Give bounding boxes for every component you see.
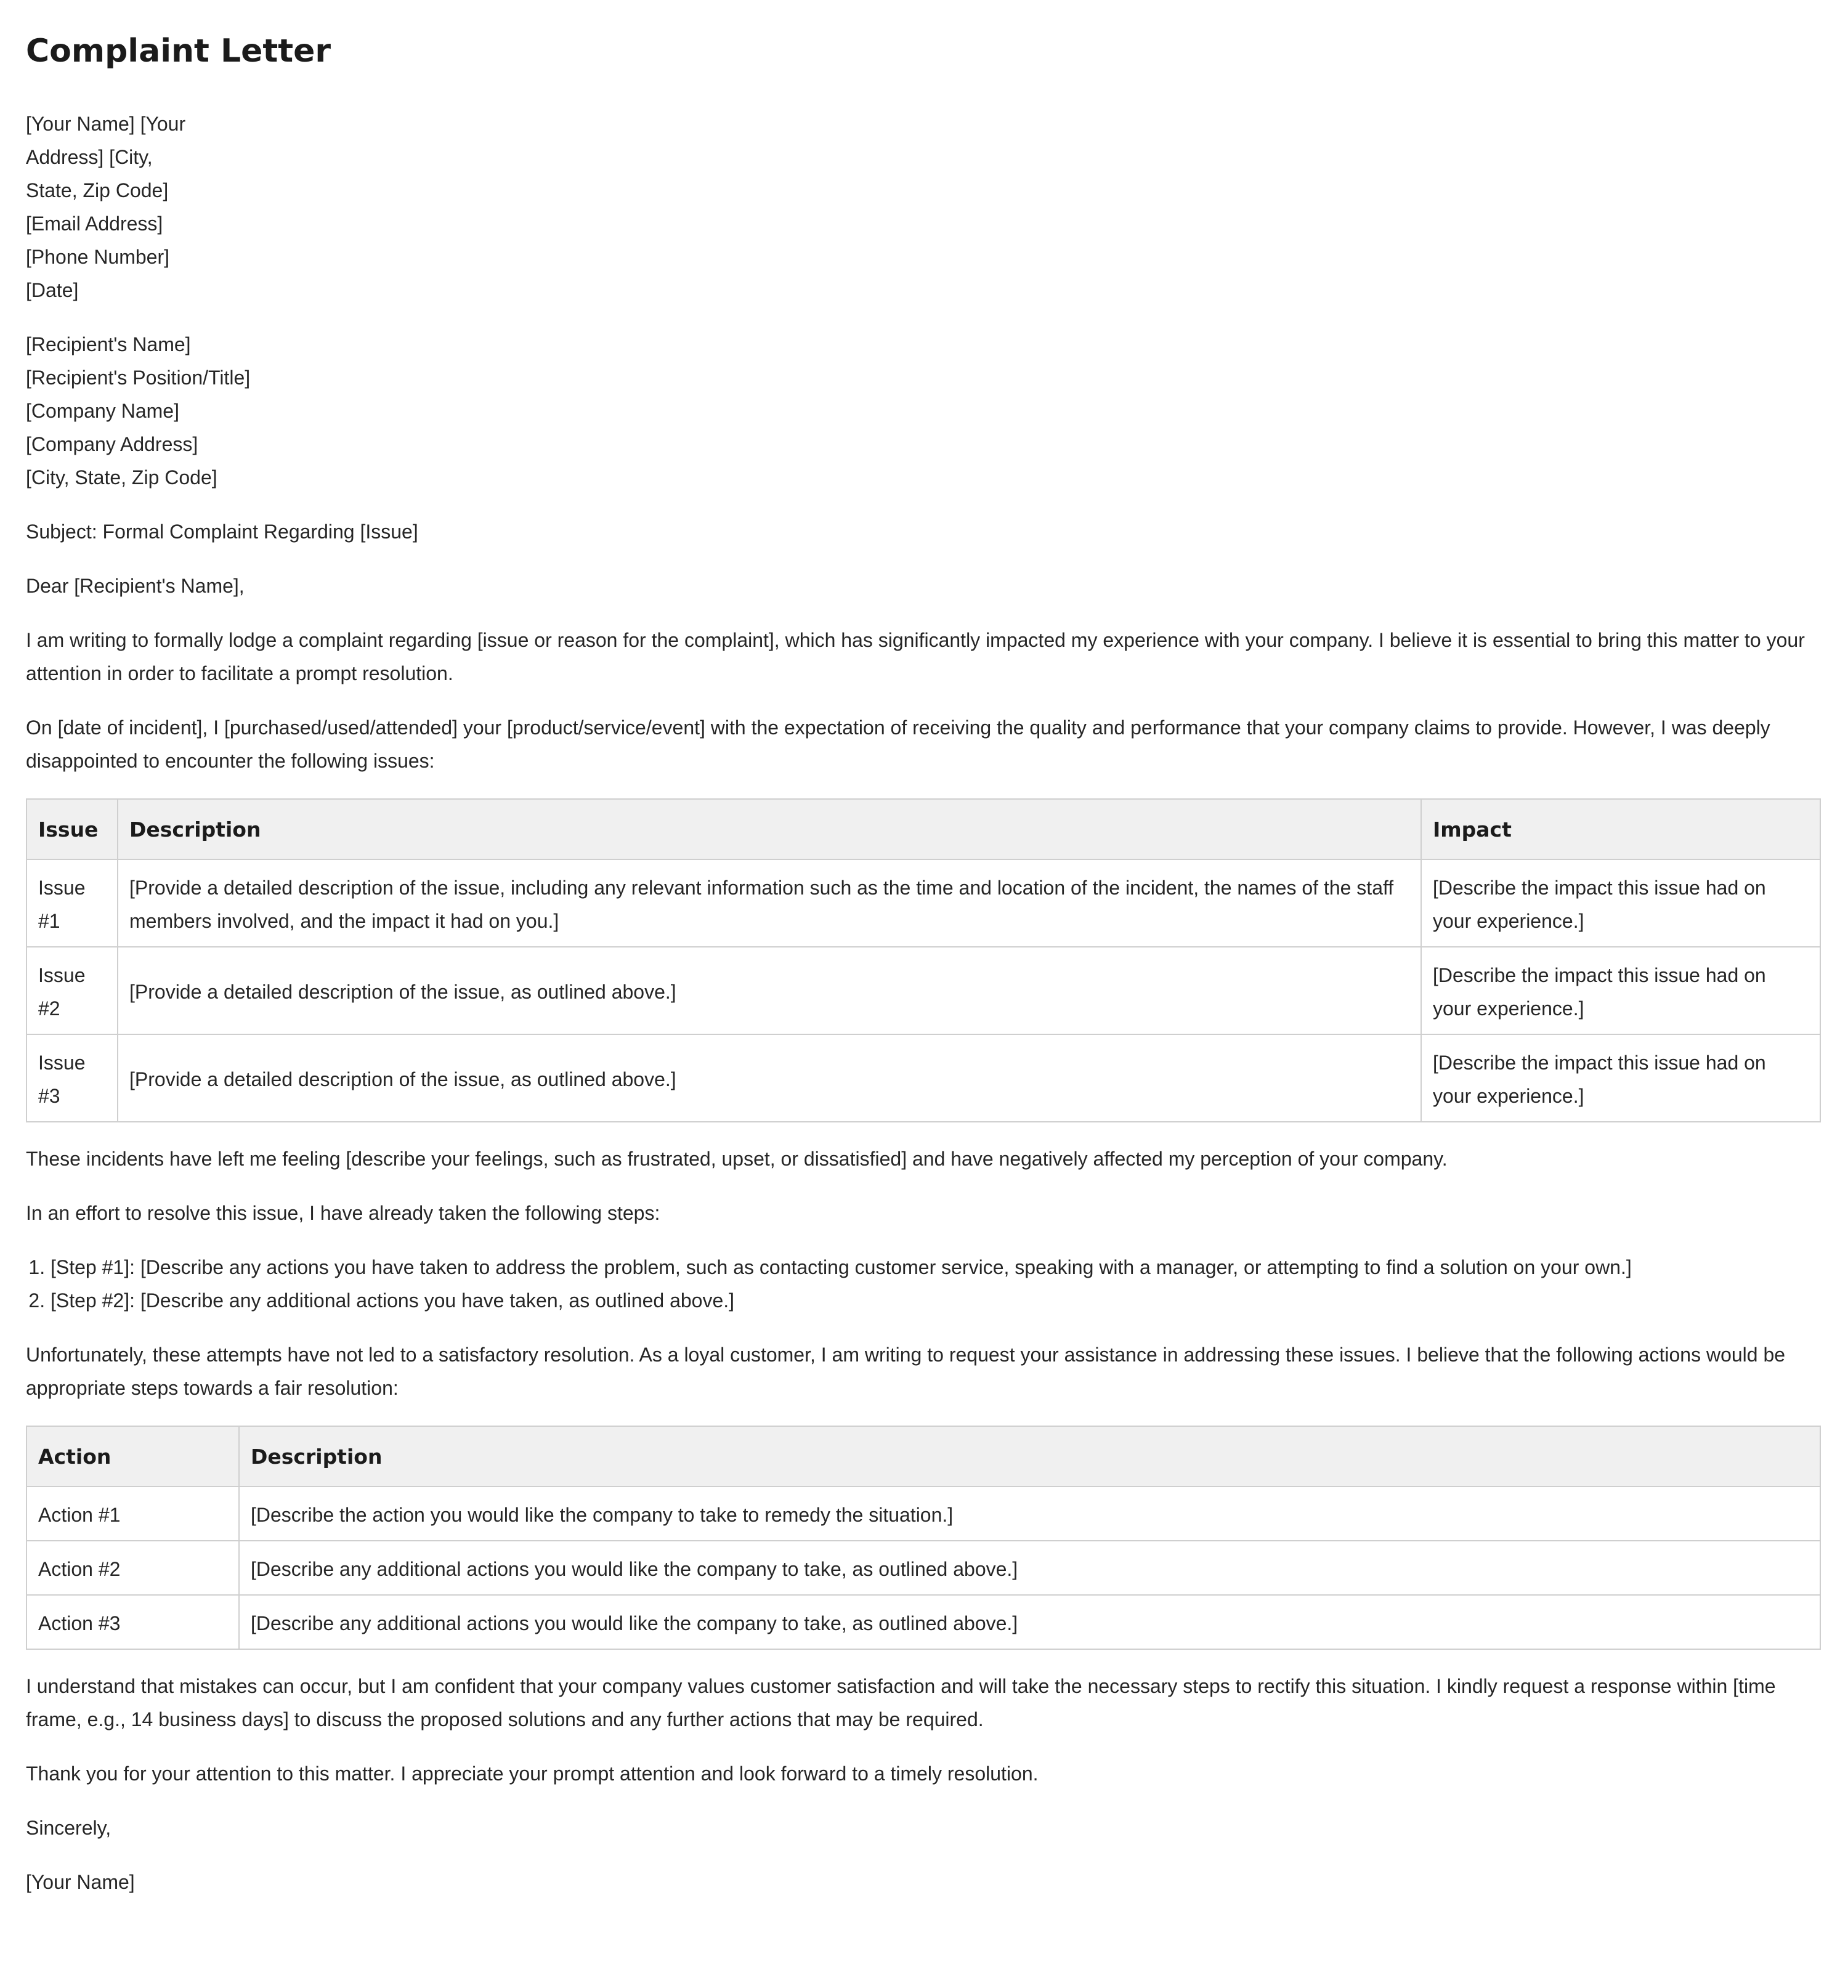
issues-table — [26, 798, 1821, 1122]
table-row — [26, 1595, 1820, 1649]
actions-header-action: Action — [26, 1426, 239, 1487]
list-item: 1. [Step #1]: [Describe any actions you have taken to address the problem, such as contacting customer service, speaking with a manager, or attempting to find a solution on your own.] — [51, 1251, 1821, 1284]
issues-header-description: Description — [118, 799, 1421, 859]
response-request-paragraph: I understand that mistakes can occur, but I am confident that your company values customer satisfaction and will take the necessary steps to rectify this situation. I kindly request a response within [time frame, e.g., 14 business days] to discuss the proposed solutions and any further actions that may be required. — [26, 1675, 1776, 1730]
salutation: Dear [Recipient's Name], — [26, 575, 245, 597]
recipient-name: [Recipient's Name] — [26, 333, 191, 355]
description-cell: [Describe any additional actions you would like the company to take, as outlined above.] — [239, 1541, 1820, 1595]
table-row — [26, 859, 1820, 947]
description-cell: [Describe any additional actions you would like the company to take, as outlined above.] — [239, 1595, 1820, 1649]
steps-list — [26, 1251, 1821, 1317]
table-row — [26, 947, 1820, 1034]
recipient-address: [Company Address] — [26, 433, 198, 455]
impact-cell: [Describe the impact this issue had on your experience.] — [1421, 947, 1820, 1034]
action-cell: Action #2 — [26, 1541, 239, 1595]
actions-header-description: Description — [239, 1426, 1820, 1487]
actions-table — [26, 1426, 1821, 1650]
steps-intro-paragraph: In an effort to resolve this issue, I have already taken the following steps: — [26, 1202, 660, 1224]
subject-line: Subject: Formal Complaint Regarding [Issue] — [26, 521, 418, 543]
actions-table-header — [26, 1426, 1820, 1487]
description-cell: [Provide a detailed description of the issue, including any relevant information such as the time and location of the incident, the names of the staff members involved, and the impact it had on you.] — [118, 859, 1421, 947]
description-cell: [Describe the action you would like the company to take to remedy the situation.] — [239, 1487, 1820, 1541]
closing: Sincerely, — [26, 1817, 111, 1839]
action-cell: Action #3 — [26, 1595, 239, 1649]
incident-paragraph: On [date of incident], I [purchased/used/attended] your [product/service/event] with the expectation of receiving the quality and performance that your company claims to provide. However, I was deeply disappointed to encounter the following issues: — [26, 716, 1770, 772]
recipient-company: [Company Name] — [26, 400, 179, 422]
table-row — [26, 1487, 1820, 1541]
recipient-city: [City, State, Zip Code] — [26, 466, 217, 489]
document-title: Complaint Letter — [26, 33, 331, 70]
sender-address-block: [Your Name] [Your Address] [City, State, Zip Code] [Email Address] [Phone Number] [Date] — [26, 113, 186, 301]
issue-cell: Issue #3 — [26, 1034, 118, 1122]
issue-cell: Issue #2 — [26, 947, 118, 1034]
recipient-address-block — [26, 328, 1821, 494]
issues-header-issue: Issue — [26, 799, 118, 859]
table-row — [26, 1034, 1820, 1122]
description-cell: [Provide a detailed description of the issue, as outlined above.] — [118, 1034, 1421, 1122]
feelings-paragraph: These incidents have left me feeling [describe your feelings, such as frustrated, upset, or dissatisfied] and have negatively affected my perception of your company. — [26, 1148, 1448, 1170]
request-paragraph: Unfortunately, these attempts have not led to a satisfactory resolution. As a loyal customer, I am writing to request your assistance in addressing these issues. I believe that the following actions would be appropriate steps towards a fair resolution: — [26, 1344, 1786, 1399]
thanks-paragraph: Thank you for your attention to this matter. I appreciate your prompt attention and look forward to a timely resolution. — [26, 1763, 1039, 1785]
issue-cell: Issue #1 — [26, 859, 118, 947]
table-row — [26, 1541, 1820, 1595]
issues-table-header — [26, 799, 1820, 859]
issues-header-impact: Impact — [1421, 799, 1820, 859]
intro-paragraph: I am writing to formally lodge a complaint regarding [issue or reason for the complaint], which has significantly impacted my experience with your company. I believe it is essential to bring this matter to your attention in order to facilitate a prompt resolution. — [26, 629, 1805, 684]
impact-cell: [Describe the impact this issue had on your experience.] — [1421, 859, 1820, 947]
recipient-position: [Recipient's Position/Title] — [26, 367, 251, 389]
impact-cell: [Describe the impact this issue had on your experience.] — [1421, 1034, 1820, 1122]
description-cell: [Provide a detailed description of the issue, as outlined above.] — [118, 947, 1421, 1034]
action-cell: Action #1 — [26, 1487, 239, 1541]
signature: [Your Name] — [26, 1871, 135, 1893]
list-item: 2. [Step #2]: [Describe any additional actions you have taken, as outlined above.] — [51, 1284, 1821, 1317]
